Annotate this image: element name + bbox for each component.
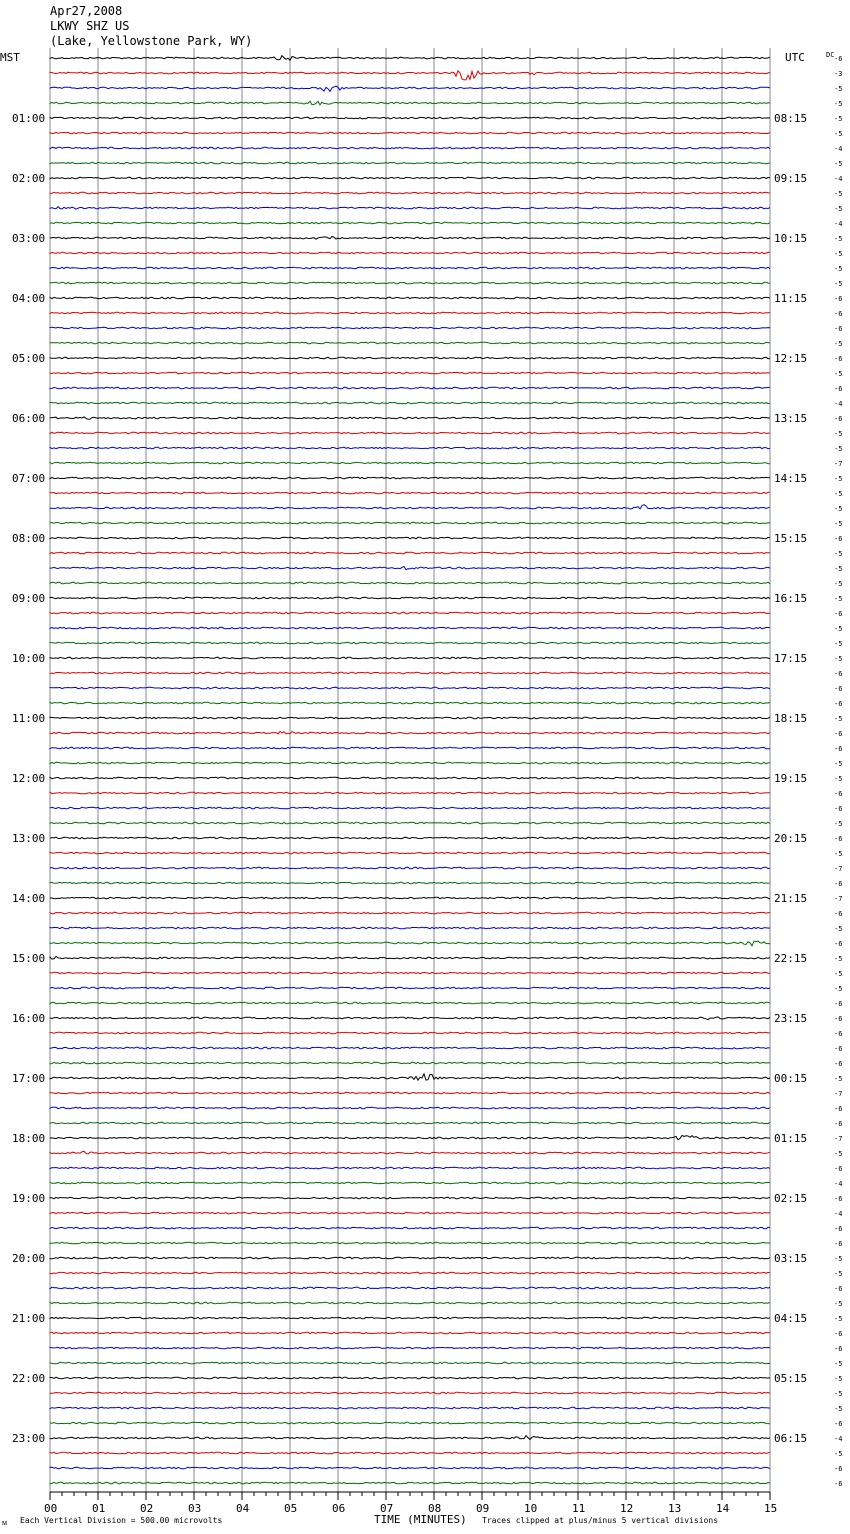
hour-label-mst: 12:00	[12, 772, 46, 785]
seismic-trace	[50, 642, 770, 644]
hour-label-utc: 00:15	[774, 1072, 808, 1085]
left-zone-label: MST	[0, 51, 20, 64]
seismic-trace	[50, 912, 770, 914]
seismic-trace	[50, 447, 770, 449]
footer-corner: ᴍ	[2, 1518, 8, 1527]
dc-offset-label: -6	[834, 415, 843, 423]
dc-offset-label: -5	[834, 430, 843, 438]
dc-offset-label: -4	[834, 145, 843, 153]
hour-label-utc: 11:15	[774, 292, 808, 305]
dc-offset-label: -7	[834, 1090, 843, 1098]
seismic-trace	[50, 71, 770, 80]
seismic-trace	[50, 1135, 770, 1139]
dc-offset-label: -5	[834, 490, 843, 498]
seismic-trace	[50, 1092, 770, 1094]
hour-label-mst: 14:00	[12, 892, 46, 905]
hour-label-mst: 01:00	[12, 112, 46, 125]
dc-offset-label: -5	[834, 985, 843, 993]
seismic-trace	[50, 192, 770, 194]
seismic-trace	[50, 1107, 770, 1109]
seismic-trace	[50, 402, 770, 404]
dc-offset-label: -5	[834, 1255, 843, 1263]
hour-label-mst: 22:00	[12, 1372, 46, 1385]
dc-offset-label: -6	[834, 670, 843, 678]
dc-offset-label: -5	[834, 1405, 843, 1413]
dc-offset-label: -6	[834, 1420, 843, 1428]
dc-offset-label: -6	[834, 685, 843, 693]
dc-offset-label: -5	[834, 1300, 843, 1308]
x-tick-label: 06	[332, 1502, 346, 1515]
seismic-trace	[50, 731, 770, 734]
dc-offset-label: -5	[834, 115, 843, 123]
x-tick-label: 09	[476, 1502, 490, 1515]
dc-offset-label: -6	[834, 1120, 843, 1128]
seismic-trace	[50, 117, 770, 119]
hour-label-mst: 07:00	[12, 472, 46, 485]
dc-offset-label: -6	[834, 805, 843, 813]
hour-label-mst: 11:00	[12, 712, 46, 725]
seismic-trace	[50, 1407, 770, 1409]
dc-offset-label: -6	[834, 355, 843, 363]
dc-offset-label: -5	[834, 205, 843, 213]
seismic-trace	[50, 717, 770, 719]
hour-label-utc: 02:15	[774, 1192, 808, 1205]
x-tick-label: 07	[380, 1502, 394, 1515]
hour-label-utc: 03:15	[774, 1252, 808, 1265]
dc-offset-label: -6	[834, 610, 843, 618]
dc-offset-label: -6	[834, 385, 843, 393]
x-tick-label: 15	[764, 1502, 778, 1515]
seismic-trace	[50, 101, 770, 105]
dc-offset-label: -6	[834, 1240, 843, 1248]
dc-offset-label: -5	[834, 1375, 843, 1383]
dc-offset-label: -6	[834, 790, 843, 798]
hour-label-utc: 08:15	[774, 112, 808, 125]
dc-offset-label: -5	[834, 475, 843, 483]
seismic-trace	[50, 927, 770, 929]
seismic-trace	[50, 597, 770, 599]
x-tick-label: 05	[284, 1502, 298, 1515]
hour-label-utc: 22:15	[774, 952, 808, 965]
hour-label-utc: 01:15	[774, 1132, 808, 1145]
seismic-trace	[50, 357, 770, 359]
dc-offset-label: -5	[834, 925, 843, 933]
seismic-trace	[50, 1151, 770, 1154]
hour-label-utc: 06:15	[774, 1432, 808, 1445]
hour-label-utc: 15:15	[774, 532, 808, 545]
seismic-trace	[50, 86, 770, 91]
dc-offset-label: -6	[834, 1465, 843, 1473]
dc-offset-label: -5	[834, 550, 843, 558]
dc-offset-label: -6	[834, 1480, 843, 1488]
seismic-trace	[50, 417, 770, 419]
dc-offset-label: -6	[834, 1225, 843, 1233]
dc-offset-label: -6	[834, 1345, 843, 1353]
seismic-trace	[50, 1122, 770, 1124]
hour-label-mst: 19:00	[12, 1192, 46, 1205]
header-location: (Lake, Yellowstone Park, WY)	[50, 34, 253, 48]
seismic-trace	[50, 1167, 770, 1169]
dc-offset-label: -5	[834, 820, 843, 828]
seismic-trace	[50, 822, 770, 824]
dc-offset-label: -5	[834, 580, 843, 588]
hour-label-utc: 10:15	[774, 232, 808, 245]
dc-offset-label: -5	[834, 1360, 843, 1368]
dc-offset-label: -5	[834, 100, 843, 108]
seismic-trace	[50, 505, 770, 509]
hour-label-mst: 16:00	[12, 1012, 46, 1025]
dc-offset-label: -5	[834, 1075, 843, 1083]
dc-offset-label: -5	[834, 970, 843, 978]
seismic-trace	[50, 477, 770, 479]
dc-offset-label: -5	[834, 595, 843, 603]
seismic-trace	[50, 867, 770, 869]
seismic-trace	[50, 1242, 770, 1244]
hour-label-mst: 05:00	[12, 352, 46, 365]
dc-offset-label: -6	[834, 1330, 843, 1338]
hour-label-utc: 17:15	[774, 652, 808, 665]
dc-offset-label: -6	[834, 910, 843, 918]
seismic-trace	[50, 1452, 770, 1454]
seismic-trace	[50, 552, 770, 554]
hour-label-mst: 06:00	[12, 412, 46, 425]
seismic-trace	[50, 1422, 770, 1424]
dc-offset-label: -5	[834, 715, 843, 723]
hour-label-mst: 09:00	[12, 592, 46, 605]
seismic-trace	[50, 1227, 770, 1229]
dc-offset-label: -7	[834, 865, 843, 873]
dc-offset-label: -4	[834, 1435, 843, 1443]
seismic-trace	[50, 672, 770, 674]
seismic-trace	[50, 282, 770, 284]
seismic-trace	[50, 1272, 770, 1274]
dc-offset-label: -6	[834, 835, 843, 843]
seismic-trace	[50, 657, 770, 659]
dc-offset-label: -6	[834, 940, 843, 948]
dc-offset-label: -5	[834, 505, 843, 513]
dc-offset-label: -6	[834, 1000, 843, 1008]
dc-offset-label: -5	[834, 130, 843, 138]
seismic-trace	[50, 747, 770, 749]
footer-clip: Traces clipped at plus/minus 5 vertical divisions	[482, 1516, 719, 1525]
hour-label-mst: 03:00	[12, 232, 46, 245]
seismic-trace	[50, 147, 770, 149]
dc-offset-label: -5	[834, 1150, 843, 1158]
footer-scale: Each Vertical Division = 500.00 microvolts	[20, 1516, 223, 1525]
header-station: LKWY SHZ US	[50, 19, 130, 33]
seismic-trace	[50, 492, 770, 494]
dc-offset-label: -5	[834, 850, 843, 858]
seismic-trace	[50, 56, 770, 61]
x-tick-label: 10	[524, 1502, 538, 1515]
dc-offset-label: -4	[834, 220, 843, 228]
dc-offset-label: -6	[834, 1285, 843, 1293]
header-date: Apr27,2008	[50, 4, 123, 18]
hour-label-mst: 18:00	[12, 1132, 46, 1145]
hour-label-mst: 10:00	[12, 652, 46, 665]
seismic-trace	[50, 207, 770, 210]
label-group	[12, 55, 842, 1515]
seismic-trace	[50, 432, 770, 434]
hour-label-utc: 20:15	[774, 832, 808, 845]
dc-offset-label: -5	[834, 520, 843, 528]
dc-offset-label: -4	[834, 1180, 843, 1188]
seismic-trace	[50, 1074, 770, 1080]
hour-label-mst: 17:00	[12, 1072, 46, 1085]
seismic-trace	[50, 1197, 770, 1199]
hour-label-mst: 20:00	[12, 1252, 46, 1265]
dc-offset-label: -7	[834, 460, 843, 468]
hour-label-mst: 23:00	[12, 1432, 46, 1445]
dc-offset-label: -6	[834, 1195, 843, 1203]
hour-label-utc: 04:15	[774, 1312, 808, 1325]
seismic-trace	[50, 132, 770, 134]
seismic-trace	[50, 222, 770, 224]
dc-offset-label: -5	[834, 265, 843, 273]
hour-label-mst: 02:00	[12, 172, 46, 185]
seismic-trace	[50, 777, 770, 779]
seismic-trace	[50, 387, 770, 389]
hour-label-utc: 21:15	[774, 892, 808, 905]
dc-offset-label: -5	[834, 775, 843, 783]
dc-offset-label: -6	[834, 295, 843, 303]
dc-offset-label: -6	[834, 1105, 843, 1113]
seismic-trace	[50, 1032, 770, 1034]
seismic-trace	[50, 237, 770, 240]
seismic-trace	[50, 1392, 770, 1394]
dc-offset-label: -5	[834, 1390, 843, 1398]
seismic-trace	[50, 1377, 770, 1379]
dc-offset-label: -6	[834, 55, 843, 63]
dc-offset-label: -4	[834, 400, 843, 408]
seismic-trace	[50, 567, 770, 570]
seismic-trace	[50, 897, 770, 899]
hour-label-mst: 08:00	[12, 532, 46, 545]
dc-offset-label: -5	[834, 1270, 843, 1278]
x-tick-label: 01	[92, 1502, 106, 1515]
seismic-trace	[50, 1182, 770, 1184]
seismic-trace	[50, 956, 770, 959]
dc-offset-label: -5	[834, 1450, 843, 1458]
hour-label-utc: 18:15	[774, 712, 808, 725]
dc-offset-label: -5	[834, 445, 843, 453]
seismic-trace	[50, 342, 770, 344]
seismic-trace	[50, 612, 770, 614]
x-tick-label: 00	[44, 1502, 58, 1515]
seismic-trace	[50, 252, 770, 254]
seismic-trace	[50, 702, 770, 704]
dc-offset-label: -6	[834, 1060, 843, 1068]
dc-offset-label: -5	[834, 565, 843, 573]
dc-offset-label: -6	[834, 325, 843, 333]
seismic-trace	[50, 1212, 770, 1214]
seismic-trace	[50, 882, 770, 884]
dc-offset-label: -5	[834, 340, 843, 348]
dc-offset-label: -6	[834, 880, 843, 888]
time-grid	[50, 48, 770, 1500]
seismic-trace	[50, 1482, 770, 1484]
seismic-trace	[50, 837, 770, 839]
dc-offset-label: -5	[834, 625, 843, 633]
dc-offset-label: -5	[834, 280, 843, 288]
seismic-trace	[50, 852, 770, 854]
seismic-trace	[50, 372, 770, 374]
trace-group	[50, 56, 770, 1484]
x-tick-label: 14	[716, 1502, 730, 1515]
x-tick-label: 04	[236, 1502, 250, 1515]
seismic-trace	[50, 1362, 770, 1364]
hour-label-mst: 21:00	[12, 1312, 46, 1325]
dc-offset-label: -6	[834, 730, 843, 738]
seismic-trace	[50, 941, 770, 946]
dc-offset-label: -6	[834, 1015, 843, 1023]
hour-label-utc: 09:15	[774, 172, 808, 185]
dc-offset-label: -6	[834, 1045, 843, 1053]
seismic-trace	[50, 687, 770, 689]
dc-offset-label: -7	[834, 895, 843, 903]
seismic-trace	[50, 522, 770, 524]
seismic-trace	[50, 1287, 770, 1289]
dc-offset-label: -6	[834, 310, 843, 318]
dc-offset-label: -5	[834, 235, 843, 243]
seismic-trace	[50, 1047, 770, 1049]
x-tick-label: 03	[188, 1502, 202, 1515]
dc-offset-label: -6	[834, 1165, 843, 1173]
hour-label-utc: 23:15	[774, 1012, 808, 1025]
right-zone-label: UTC	[785, 51, 805, 64]
seismic-trace	[50, 1257, 770, 1259]
seismic-trace	[50, 312, 770, 314]
dc-offset-label: -5	[834, 955, 843, 963]
seismic-trace	[50, 1302, 770, 1304]
dc-offset-label: -5	[834, 760, 843, 768]
seismic-trace	[50, 792, 770, 794]
dc-offset-label: -3	[834, 70, 843, 78]
seismic-trace	[50, 807, 770, 809]
hour-label-utc: 19:15	[774, 772, 808, 785]
dc-offset-label: -6	[834, 745, 843, 753]
dc-offset-label: -5	[834, 250, 843, 258]
x-tick-label: 12	[620, 1502, 634, 1515]
dc-offset-label: -5	[834, 640, 843, 648]
hour-label-mst: 13:00	[12, 832, 46, 845]
dc-offset-label: -5	[834, 160, 843, 168]
x-axis-label: TIME (MINUTES)	[374, 1513, 467, 1526]
seismic-trace	[50, 627, 770, 629]
seismic-trace	[50, 1332, 770, 1334]
seismic-trace	[50, 1347, 770, 1349]
seismic-trace	[50, 1002, 770, 1004]
seismic-trace	[50, 327, 770, 329]
dc-offset-label: -5	[834, 1315, 843, 1323]
seismic-trace	[50, 762, 770, 764]
seismic-trace	[50, 972, 770, 974]
seismic-trace	[50, 1062, 770, 1064]
seismic-trace	[50, 297, 770, 299]
dc-offset-label: -5	[834, 85, 843, 93]
dc-offset-label: -4	[834, 175, 843, 183]
dc-label: DC	[826, 51, 835, 59]
hour-label-utc: 14:15	[774, 472, 808, 485]
seismic-trace	[50, 1017, 770, 1020]
dc-offset-label: -6	[834, 700, 843, 708]
dc-offset-label: -4	[834, 1210, 843, 1218]
hour-label-utc: 16:15	[774, 592, 808, 605]
seismic-trace	[50, 267, 770, 269]
hour-label-utc: 05:15	[774, 1372, 808, 1385]
seismic-trace	[50, 162, 770, 164]
seismic-trace	[50, 177, 770, 179]
x-tick-label: 11	[572, 1502, 586, 1515]
seismic-trace	[50, 537, 770, 539]
x-tick-label: 08	[428, 1502, 442, 1515]
dc-offset-label: -5	[834, 655, 843, 663]
dc-offset-label: -6	[834, 535, 843, 543]
seismic-trace	[50, 462, 770, 464]
hour-label-mst: 04:00	[12, 292, 46, 305]
dc-offset-label: -5	[834, 190, 843, 198]
x-tick-label: 02	[140, 1502, 154, 1515]
x-tick-label: 13	[668, 1502, 682, 1515]
seismic-trace	[50, 582, 770, 584]
seismic-trace	[50, 987, 770, 989]
dc-offset-label: -5	[834, 370, 843, 378]
hour-label-utc: 13:15	[774, 412, 808, 425]
hour-label-utc: 12:15	[774, 352, 808, 365]
seismic-trace	[50, 1436, 770, 1440]
hour-label-mst: 15:00	[12, 952, 46, 965]
seismic-trace	[50, 1317, 770, 1319]
dc-offset-label: -7	[834, 1135, 843, 1143]
seismic-trace	[50, 1467, 770, 1469]
dc-offset-label: -6	[834, 1030, 843, 1038]
